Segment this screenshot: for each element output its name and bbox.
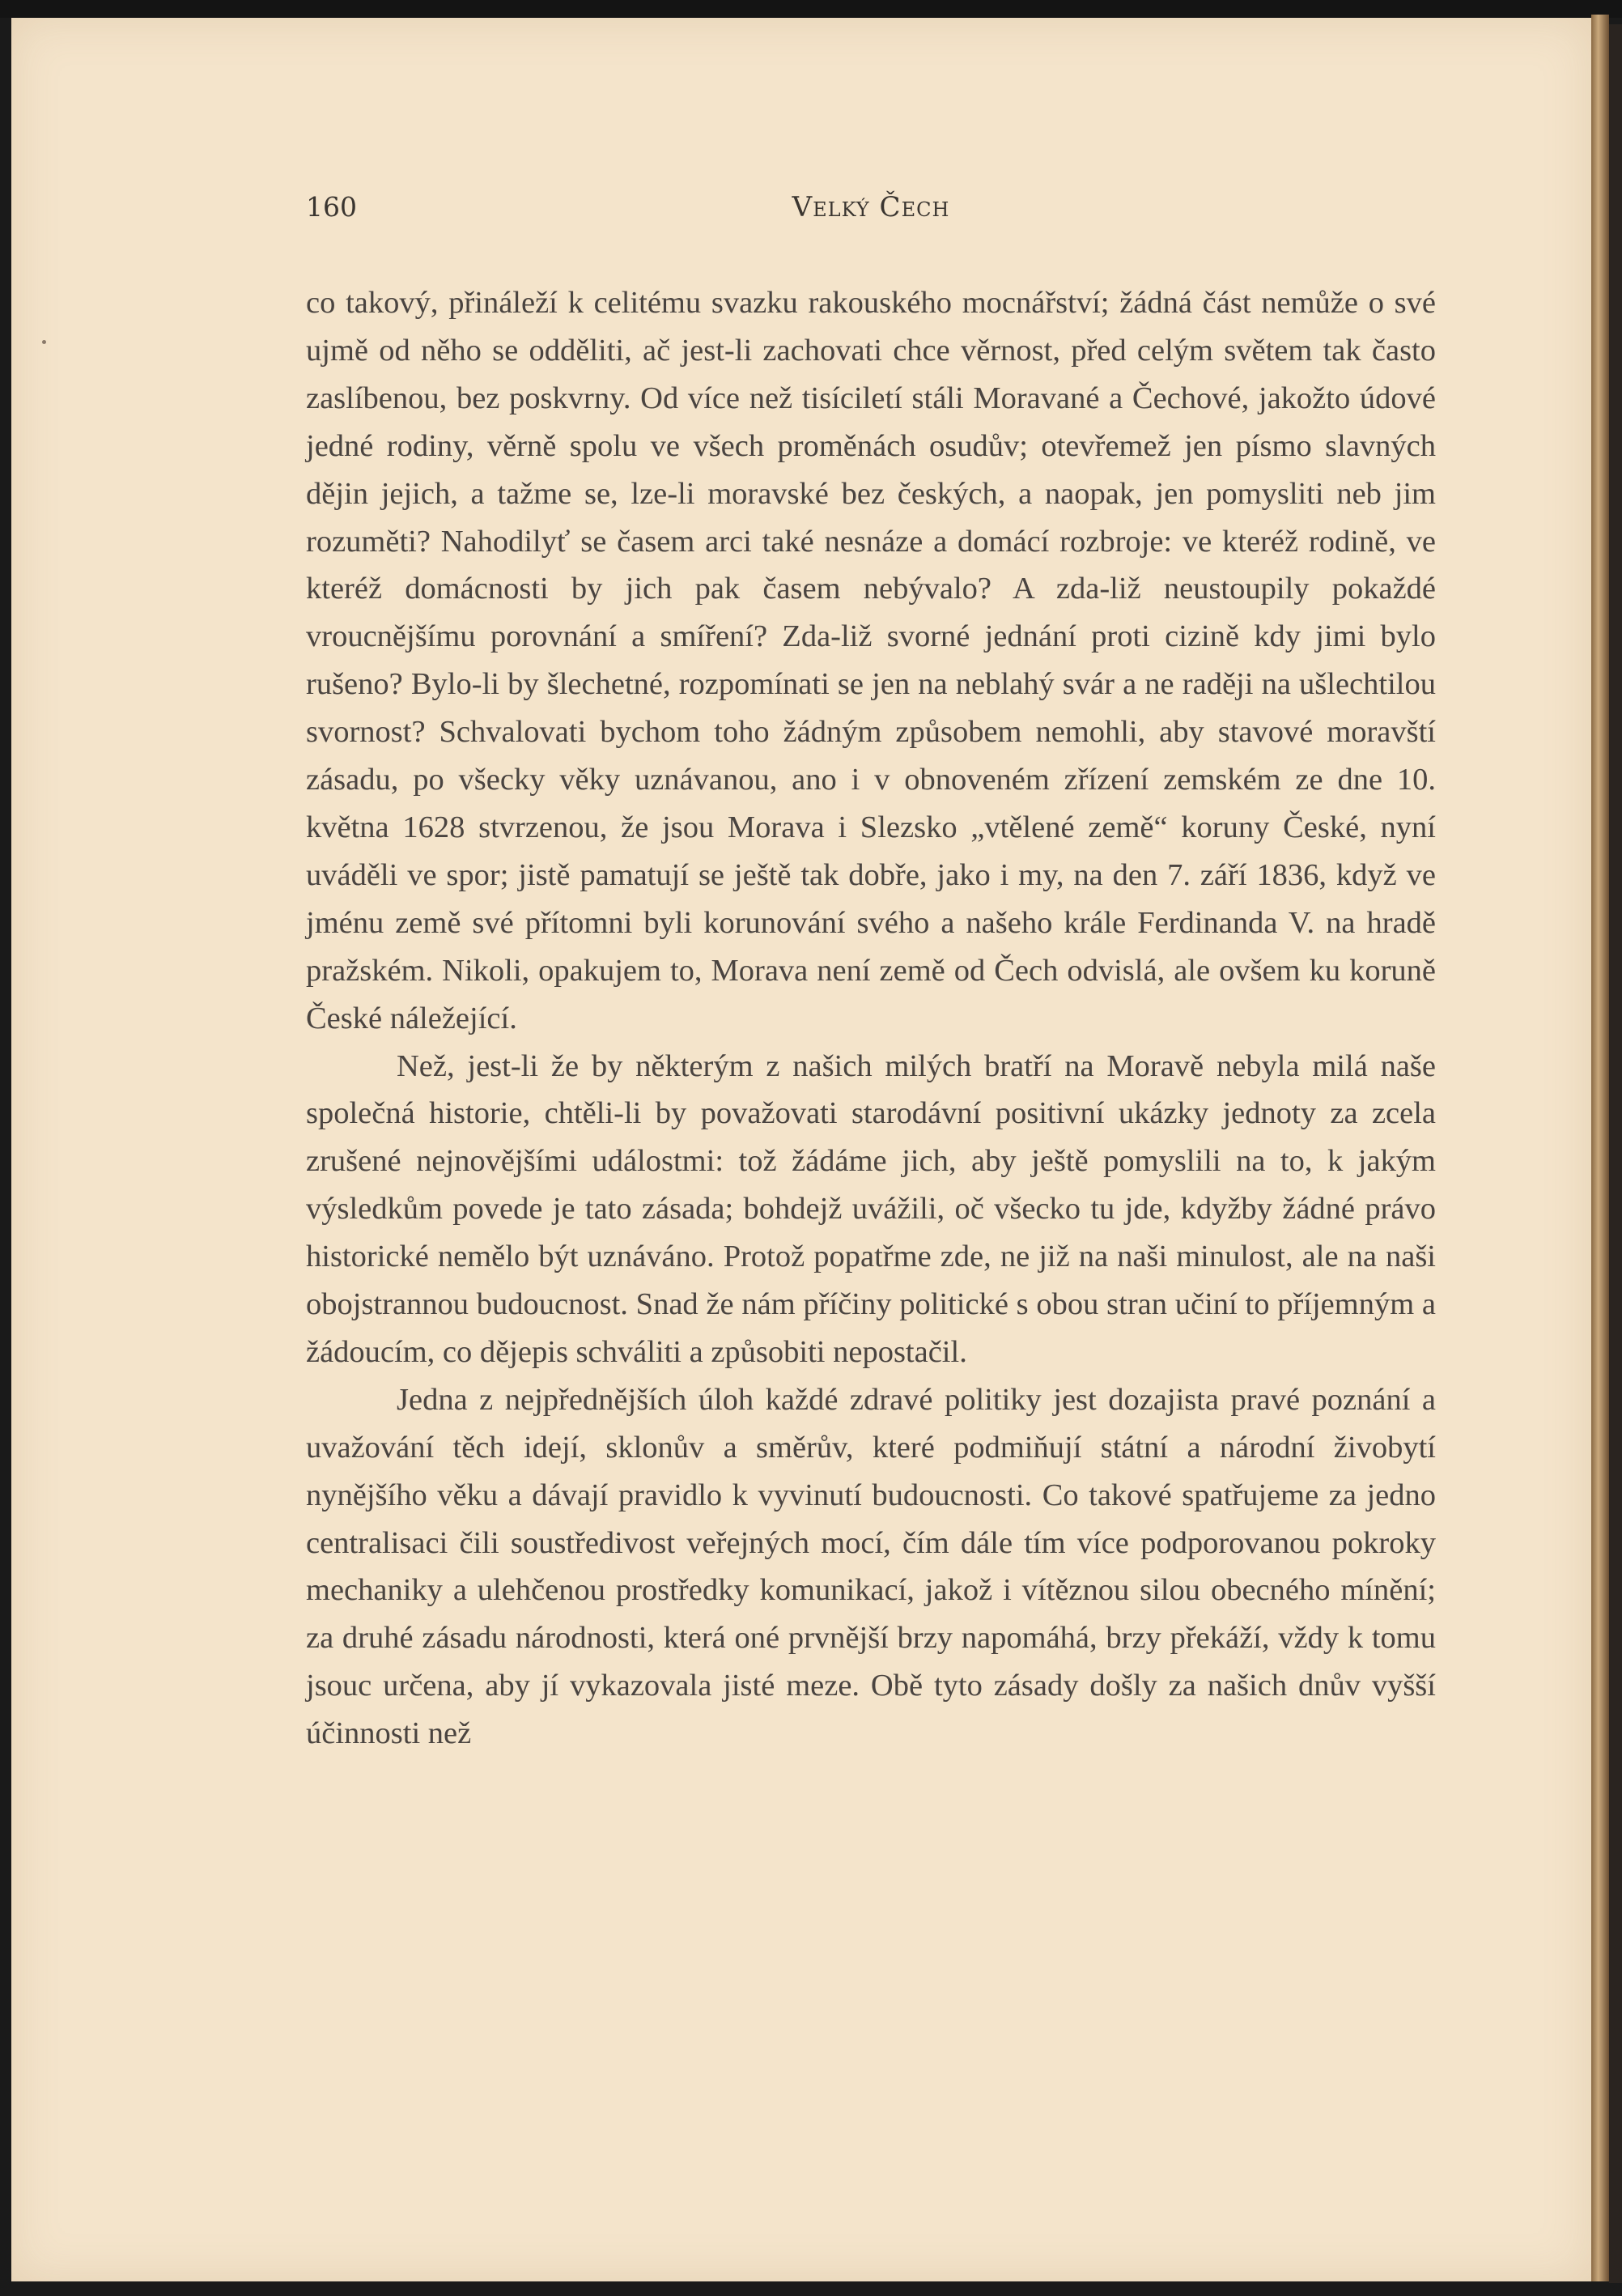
page-header (306, 188, 1436, 233)
paragraph-3: Jedna z nejpřednějších úloh každé zdravé politiky jest dozajista pravé poznání a uvažování těch idejí, sklonův a směrův, které podmiňují státní a národní živobytí nynějšího věku a dávají pravidlo k vyvinutí budoucnosti. Co takové spatřujeme za jedno centralisaci čili soustředivost veřejných mocí, čím dále tím více podporovanou pokroky mechaniky a ulehčenou prostředky komunikací, jakož i vítěznou silou obecného mínění; za druhé zásadu národnosti, která oné prvnější brzy napomáhá, brzy překáží, vždy k tomu jsouc určena, aby jí vykazovala jisté meze. Obě tyto zásady došly za našich dnův vyšší účinnosti než (306, 1382, 1436, 1751)
scan-right-border (1609, 24, 1622, 2283)
paragraph-1: co takový, přináleží k celitému svazku rakouského mocnářství; žádná část nemůže o své ujmě od něho se odděliti, ač jest-li zachovati chce věrnost, před celým světem tak často zaslíbenou, bez poskvrny. Od více než tisíciletí stáli Moravané a Čechové, jakožto údové jedné rodiny, věrně spolu ve všech proměnách osudův; otevřemež jen písmo slavných dějin jejich, a tažme se, lze-li moravské bez českých, a naopak, jen pomysliti neb jim rozuměti? Nahodilyť se časem arci také nesnáze a domácí rozbroje: ve kteréž rodině, ve kteréž domácnosti by jich pak časem nebývalo? A zda-liž neustoupily pokaždé vroucnějšímu porovnání a smíření? Zda-liž svorné jednání proti cizině kdy jimi bylo rušeno? Bylo-li by šlechetné, rozpomínati se jen na neblahý svár a ne raději na ušlechtilou svornost? Schvalovati bychom toho žádným způsobem nemohli, aby stavové moravští zásadu, po všecky věky uznávanou, ano i v obnoveném zřízení zemském ze dne 10. května 1628 stvrzenou, že jsou Morava i Slezsko „vtělené země“ koruny České, nyní uváděli ve spor; jistě pamatují se ještě tak dobře, jako i my, na den 7. září 1836, když ve jménu země své přítomni byli korunování svého a našeho krále Ferdinanda V. na hradě pražském. Nikoli, opakujem to, Morava není země od Čech odvislá, ale ovšem ku koruně České náležející. (306, 286, 1436, 1035)
margin-speck (42, 340, 46, 344)
paragraph-2: Než, jest-li že by některým z našich milých bratří na Moravě nebyla milá naše společná historie, chtěli-li by považovati starodávní positivní ukázky jednoty za zcela zrušené nejnovějšími událostmi: tož žádáme jich, aby ještě pomyslili na to, k jakým výsledkům povede je tato zásada; bohdejž uvážili, oč všecko tu jde, kdyžby žádné právo historické nemělo být uznáváno. Protož popatřme zde, ne již na naši minulost, ale na naši obojstrannou budoucnost. Snad že nám příčiny politické s obou stran učiní to příjemným a žádoucím, co dějepis schváliti a způsobiti nepostačil. (306, 1048, 1436, 1369)
scan-top-border (0, 0, 1622, 18)
page-number: 160 (306, 191, 357, 223)
body-text (306, 279, 1436, 1758)
page-gutter-edge (1591, 15, 1609, 2281)
running-title: Velký Čech (792, 191, 950, 223)
